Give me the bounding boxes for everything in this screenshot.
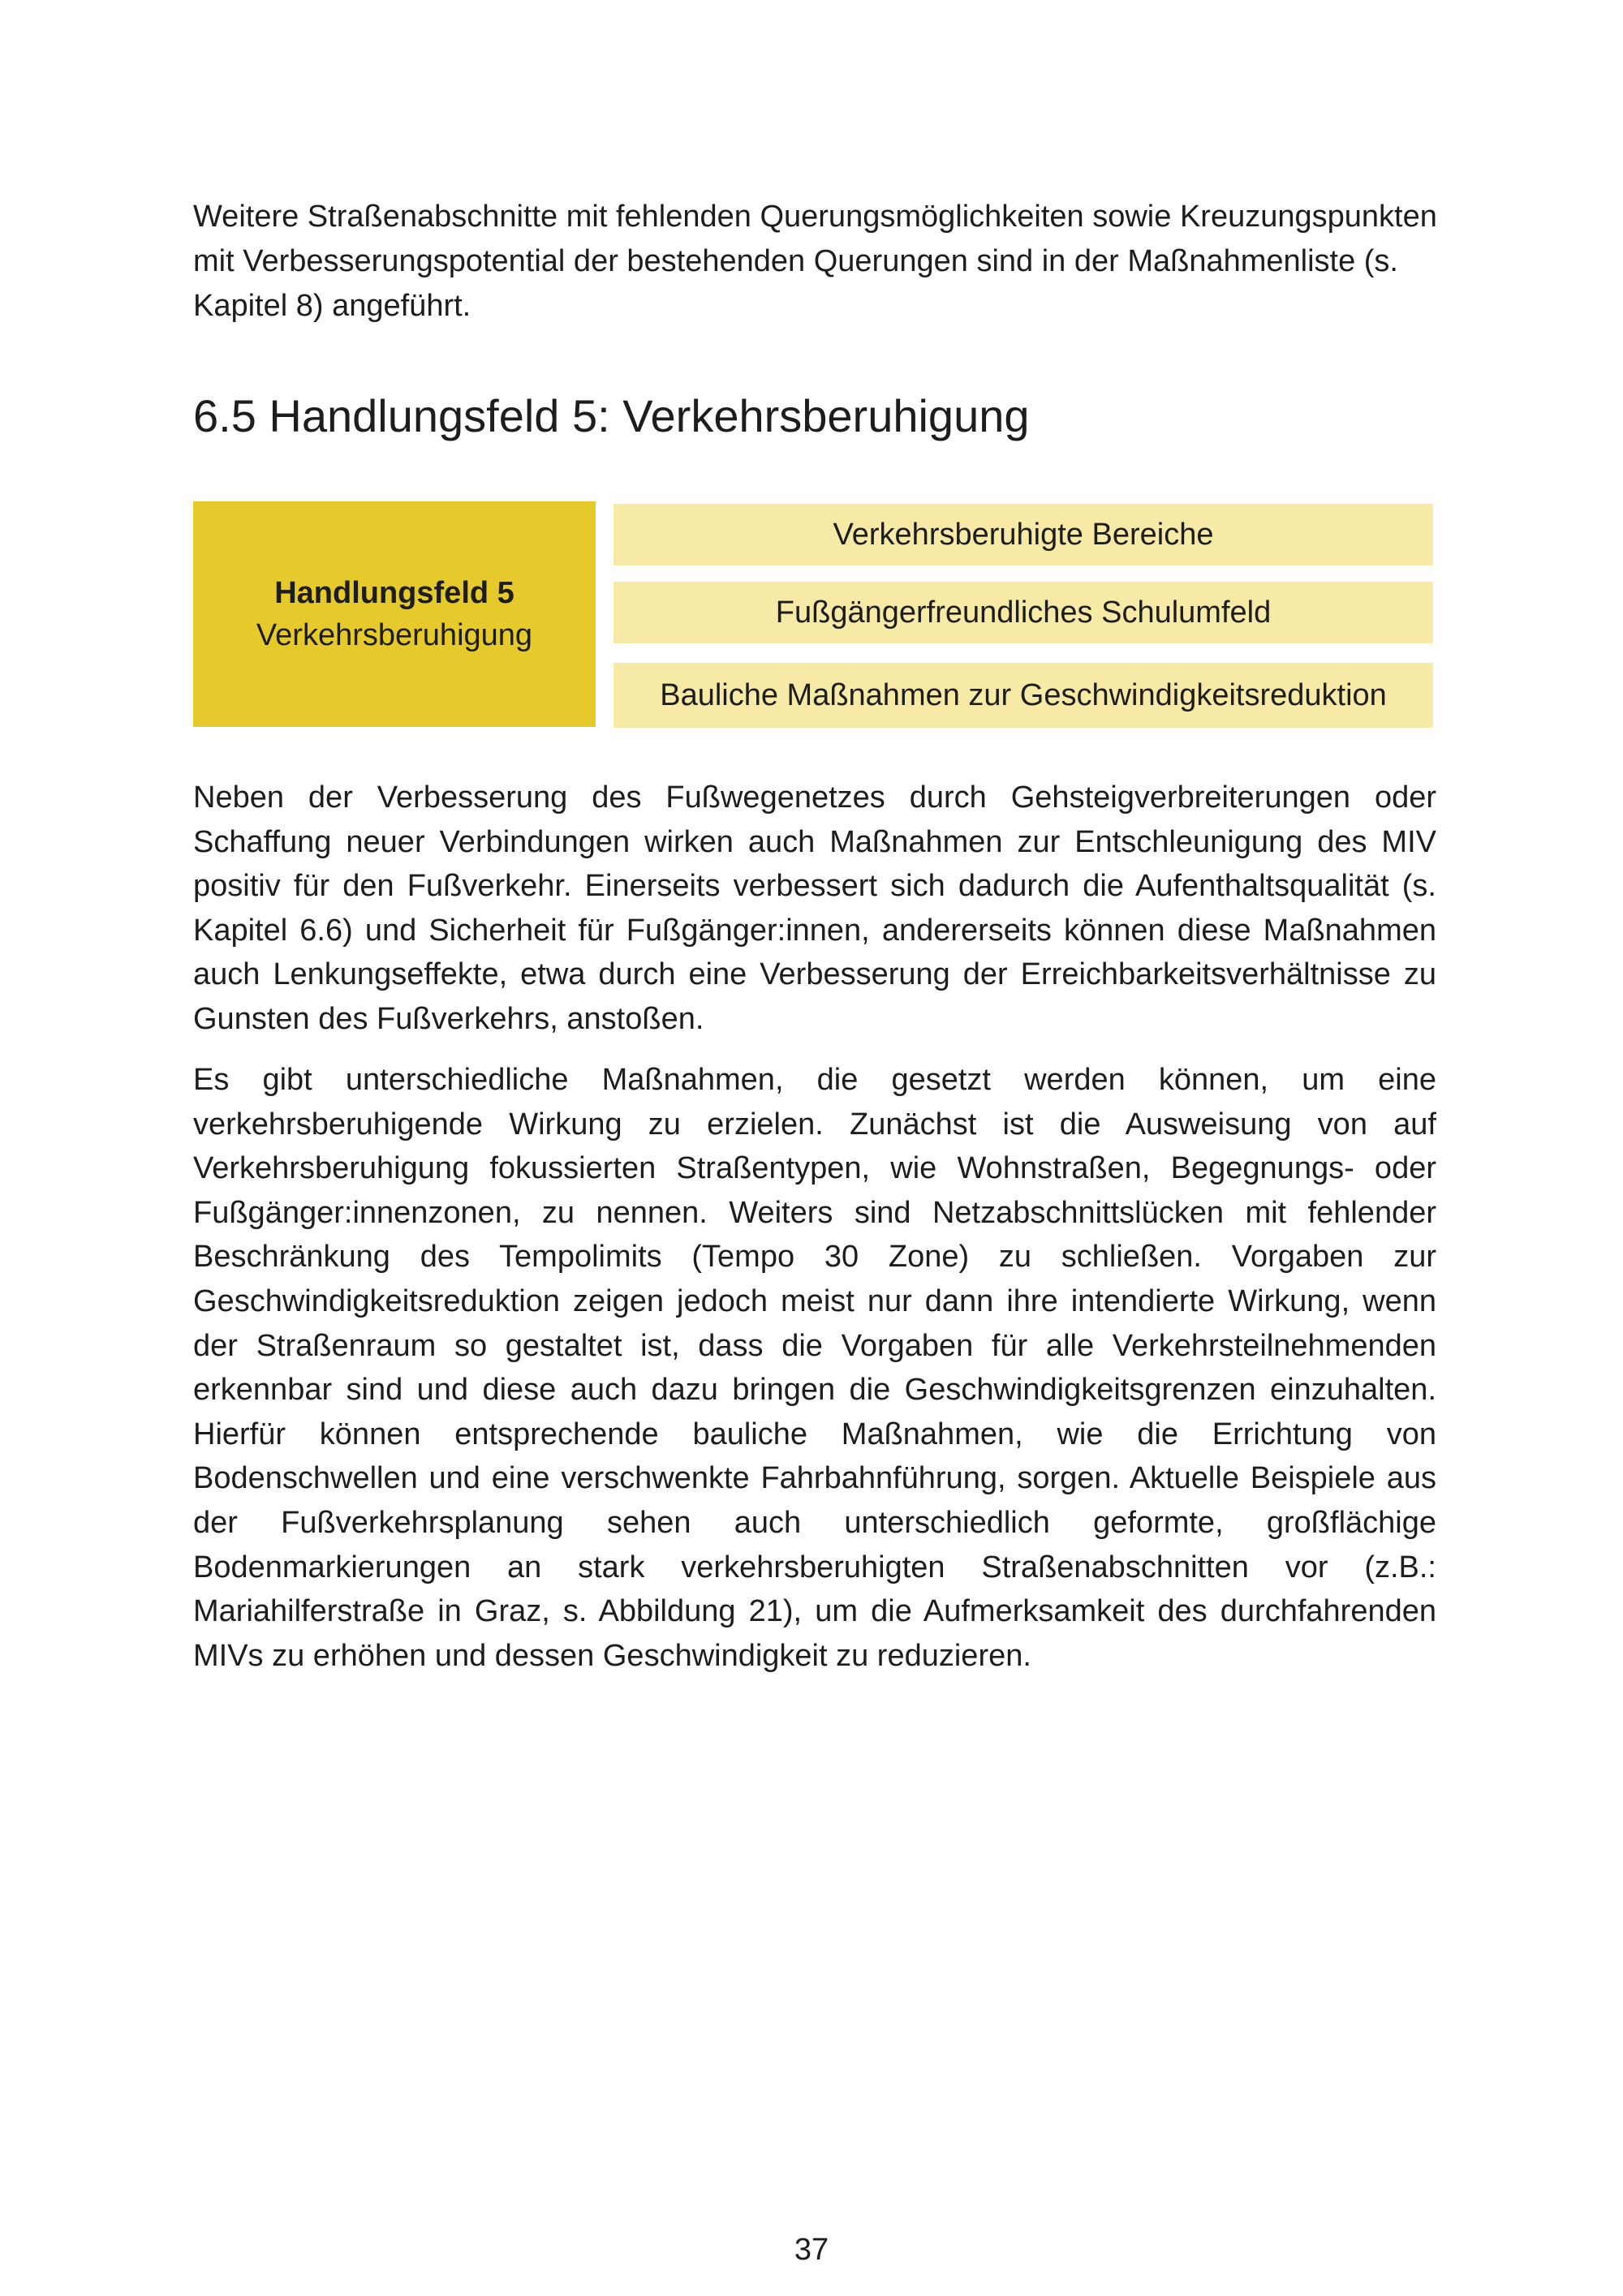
action-field-title: Handlungsfeld 5 <box>274 576 514 610</box>
measure-pedestrian-friendly-school-environment: Fußgängerfreundliches Schulumfeld <box>613 582 1433 643</box>
section-heading: 6.5 Handlungsfeld 5: Verkehrsberuhigung <box>193 390 1030 441</box>
body-paragraph-1: Neben der Verbesserung des Fußwegenetzes durch Gehsteigverbreiterungen oder Schaffung neuer Verbindungen wirken auch Maßnahmen zur Entschleunigung des MIV positiv für den Fußverkehr. Einerseits verbessert sich dadurch die Aufenthaltsqualität (s. Kapitel 6.6) und Sicherheit für Fußgänger:innen, andererseits können diese Maßnahmen auch Lenkungseffekte, etwa durch eine Verbesserung der Erreichbarkeitsverhältnisse zu Gunsten des Fußverkehrs, anstoßen. <box>193 780 1436 1036</box>
measure-traffic-calmed-areas: Verkehrsberuhigte Bereiche <box>613 504 1433 565</box>
page-number: 37 <box>794 2233 829 2267</box>
body-paragraph-2: Es gibt unterschiedliche Maßnahmen, die gesetzt werden können, um eine verkehrsberuhigende Wirkung zu erzielen. Zunächst ist die Ausweisung von auf Verkehrsberuhigung fokussierten Straßentypen, wie Wohnstraßen, Begegnungs- oder Fußgänger:innenzonen, zu nennen. Weiters sind Netzabschnittslücken mit fehlender Beschränkung des Tempolimits (Tempo 30 Zone) zu schließen. Vorgaben zur Geschwindigkeitsreduktion zeigen jedoch meist nur dann ihre intendierte Wirkung, wenn der Straßenraum so gestaltet ist, dass die Vorgaben für alle Verkehrsteilnehmenden erkennbar sind und diese auch dazu bringen die Geschwindigkeitsgrenzen einzuhalten. Hierfür können entsprechende bauliche Maßnahmen, wie die Errichtung von Bodenschwellen und eine verschwenkte Fahrbahnführung, sorgen. Aktuelle Beispiele aus der Fußverkehrsplanung sehen auch unterschiedlich geformte, großflächige Bodenmarkierungen an stark verkehrsberuhigten Straßenabschnitten vor (z.B.: Mariahilferstraße in Graz, s. Abbildung 21), um die Aufmerksamkeit des durchfahrenden MIVs zu erhöhen und dessen Geschwindigkeit zu reduzieren. <box>193 1063 1436 1673</box>
action-field-box <box>193 501 596 727</box>
action-field-subtitle: Verkehrsberuhigung <box>256 618 533 652</box>
intro-paragraph: Weitere Straßenabschnitte mit fehlenden Querungsmöglichkeiten sowie Kreuzungspunkten mit Verbesserungspotential der bestehenden Querungen sind in der Maßnahmenliste (s. Kapitel 8) angeführt. <box>193 200 1437 323</box>
measure-structural-speed-reduction: Bauliche Maßnahmen zur Geschwindigkeitsreduktion <box>613 663 1433 728</box>
